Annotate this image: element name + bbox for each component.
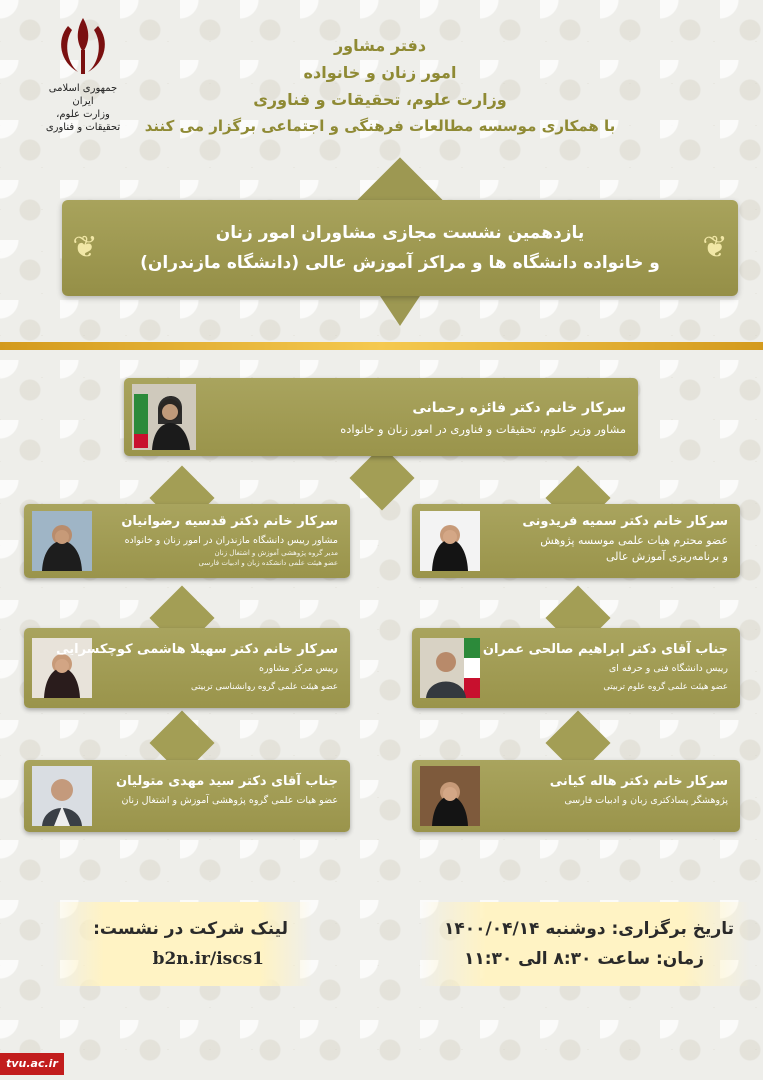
speaker-name: سرکار خانم دکتر سهیلا هاشمی کوچکسرایی	[56, 642, 338, 657]
speaker-name: سرکار خانم دکتر فائزه رحمانی	[412, 400, 626, 416]
avatar	[32, 766, 92, 826]
speaker-card-kiani	[412, 760, 740, 832]
speaker-card-motevalian	[24, 760, 350, 832]
avatar	[32, 511, 92, 571]
speaker-name: جناب آقای دکتر سید مهدی متولیان	[116, 774, 338, 789]
speaker-role-2: مدیر گروه پژوهشی آموزش و اشتغال زنان	[214, 549, 338, 557]
schedule-box	[420, 902, 750, 986]
speaker-name: سرکار خانم دکتر هاله کیانی	[549, 774, 728, 789]
join-link[interactable]: b2n.ir/iscs1	[152, 949, 264, 969]
title-banner	[62, 174, 738, 334]
speaker-name: سرکار خانم دکتر سمیه فریدونی	[522, 514, 728, 529]
avatar	[420, 638, 480, 698]
speaker-card-salehi	[412, 628, 740, 708]
speaker-name: جناب آقای دکتر ابراهیم صالحی عمران	[482, 642, 728, 657]
speaker-card-fereydouni	[412, 504, 740, 578]
site-badge[interactable]: tvu.ac.ir	[0, 1053, 64, 1075]
title-text	[62, 218, 738, 278]
link-label: لینک شرکت در نشست:	[93, 919, 288, 939]
header-organizers	[110, 32, 650, 140]
emblem-text-ministry: وزارت علوم، تحقیقات و فناوری	[45, 109, 121, 133]
header-line-3: وزارت علوم، تحقیقات و فناوری	[253, 90, 507, 109]
speaker-role: رییس دانشگاه فنی و حرفه ای	[608, 663, 728, 674]
title-line-2: و خانواده دانشگاه ها و مراکز آموزش عالی (دانشگاه مازندران)	[140, 253, 660, 273]
speaker-role-3: عضو هیئت علمی دانشکده زبان و ادبیات فارسی	[198, 559, 338, 567]
speaker-card-hashemi	[24, 628, 350, 708]
emblem-text-country: جمهوری اسلامی ایران	[48, 83, 118, 107]
right-ornament-icon: ❦	[702, 230, 728, 265]
gold-divider	[0, 342, 763, 350]
speaker-name: سرکار خانم دکتر قدسیه رضوانیان	[121, 514, 338, 529]
left-ornament-icon: ❦	[72, 230, 98, 265]
speaker-role: رییس مرکز مشاوره	[259, 663, 338, 674]
event-time: زمان: ساعت ۸:۳۰ الی ۱۱:۳۰	[463, 949, 704, 969]
speaker-role: مشاور رییس دانشگاه مازندران در امور زنان و خانواده	[124, 535, 338, 546]
speaker-role-2: و برنامه‌ریزی آموزش عالی	[606, 550, 728, 563]
speaker-role: عضو محترم هیات علمی موسسه پژوهش	[540, 534, 728, 547]
avatar	[420, 766, 480, 826]
speaker-card-rezvanian	[24, 504, 350, 578]
header-line-4: با همکاری موسسه مطالعات فرهنگی و اجتماعی برگزار می کنند	[144, 117, 616, 135]
speaker-card-main	[124, 378, 638, 456]
speaker-role: عضو هیات علمی گروه پژوهشی آموزش و اشتغال زنان	[121, 795, 338, 806]
speaker-role-2: عضو هیئت علمی گروه روانشناسی تربیتی	[191, 682, 338, 692]
title-line-1: یازدهمین نشست مجازی مشاوران امور زنان	[215, 223, 585, 243]
speaker-role: مشاور وزیر علوم، تحقیقات و فناوری در امور زنان و خانواده	[340, 422, 626, 436]
avatar	[132, 384, 196, 450]
header-line-1: دفتر مشاور	[333, 36, 427, 55]
speaker-role: پژوهشگر پسادکتری زبان و ادبیات فارسی	[564, 795, 728, 806]
title-box	[62, 200, 738, 296]
speaker-role-2: عضو هیئت علمی گروه علوم تربیتی	[603, 682, 728, 692]
avatar	[420, 511, 480, 571]
event-date: تاریخ برگزاری: دوشنبه ۱۴۰۰/۰۴/۱۴	[444, 919, 734, 939]
header-line-2: امور زنان و خانواده	[303, 63, 457, 82]
iran-emblem-icon	[48, 12, 118, 82]
link-box	[52, 902, 312, 986]
